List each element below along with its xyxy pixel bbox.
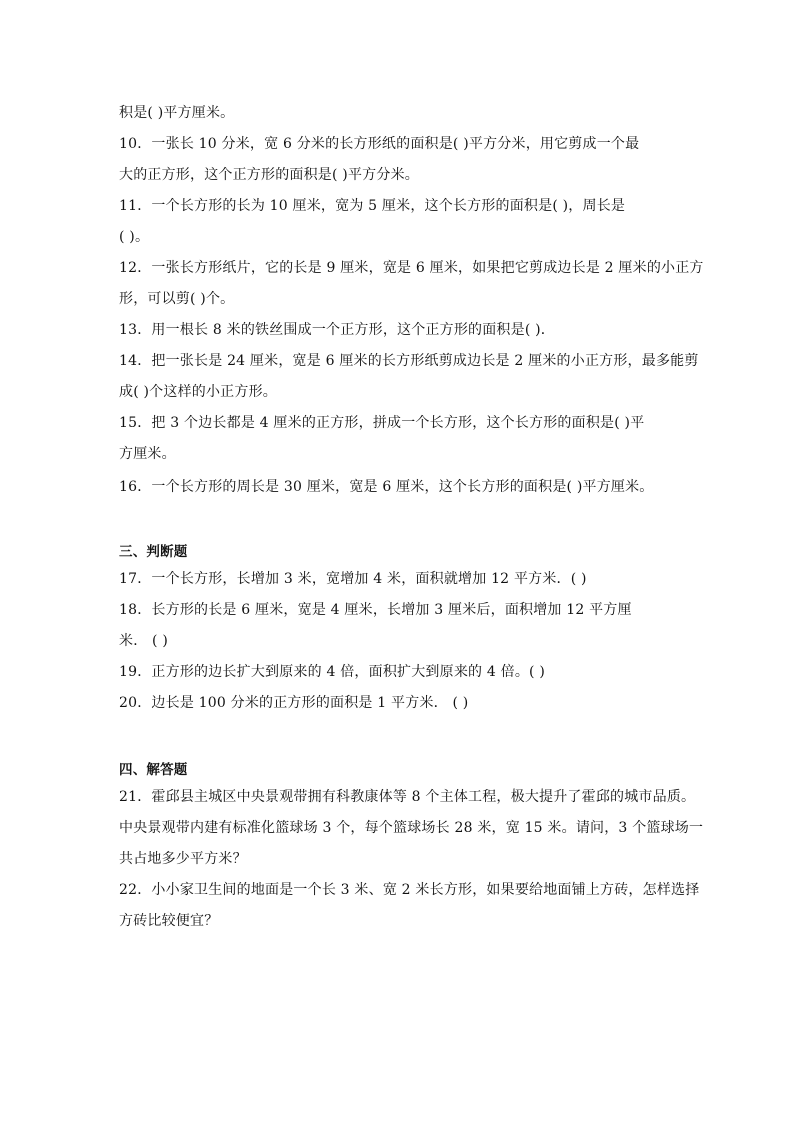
question-13: 13．用一根长 8 米的铁丝围成一个正方形，这个正方形的面积是( )． — [119, 322, 555, 338]
question-21-line-3: 共占地多少平方米？ — [119, 851, 247, 867]
question-11-line-1: 11．一个长方形的长为 10 厘米，宽为 5 厘米，这个长方形的面积是( )，周长是 — [119, 198, 626, 214]
question-15-line-1: 15．把 3 个边长都是 4 厘米的正方形，拼成一个长方形，这个长方形的面积是( )平 — [119, 415, 645, 431]
question-18-line-2: 米． ( ) — [119, 633, 169, 649]
question-14-line-2: 成( )个这样的小正方形。 — [119, 384, 277, 400]
question-12-line-2: 形，可以剪( )个。 — [119, 291, 235, 307]
question-20: 20．边长是 100 分米的正方形的面积是 1 平方米． ( ) — [119, 695, 469, 711]
question-21-line-2: 中央景观带内建有标准化篮球场 3 个，每个篮球场长 28 米，宽 15 米。请问，3 个篮球场一 — [119, 820, 704, 836]
question-18-line-1: 18．长方形的长是 6 厘米，宽是 4 厘米，长增加 3 厘米后，面积增加 12 平方厘 — [119, 602, 632, 618]
question-14-line-1: 14．把一张长是 24 厘米，宽是 6 厘米的长方形纸剪成边长是 2 厘米的小正方形，最多能剪 — [119, 353, 699, 369]
question-22-line-2: 方砖比较便宜？ — [119, 913, 219, 929]
question-19: 19．正方形的边长扩大到原来的 4 倍，面积扩大到原来的 4 倍。( ) — [119, 664, 546, 680]
question-10-line-2: 大的正方形，这个正方形的面积是( )平方分米。 — [119, 167, 419, 183]
question-11-line-2: ( )。 — [119, 229, 150, 245]
question-16: 16．一个长方形的周长是 30 厘米，宽是 6 厘米，这个长方形的面积是( )平方厘米。 — [119, 479, 654, 495]
question-9-continuation: 积是( )平方厘米。 — [119, 105, 235, 121]
section-heading-true-false: 三、判断题 — [119, 544, 188, 560]
question-22-line-1: 22．小小家卫生间的地面是一个长 3 米、宽 2 米长方形，如果要给地面铺上方砖，怎样选择 — [119, 882, 700, 898]
question-21-line-1: 21．霍邱县主城区中央景观带拥有科教康体等 8 个主体工程，极大提升了霍邱的城市品质。 — [119, 789, 696, 805]
question-12-line-1: 12．一张长方形纸片，它的长是 9 厘米，宽是 6 厘米，如果把它剪成边长是 2 厘米的小正方 — [119, 260, 704, 276]
question-17: 17．一个长方形，长增加 3 米，宽增加 4 米，面积就增加 12 平方米．( ) — [119, 571, 587, 587]
question-10-line-1: 10．一张长 10 分米，宽 6 分米的长方形纸的面积是( )平方分米，用它剪成一个最 — [119, 136, 640, 152]
section-heading-problems: 四、解答题 — [119, 762, 188, 778]
question-15-line-2: 方厘米。 — [119, 446, 176, 462]
